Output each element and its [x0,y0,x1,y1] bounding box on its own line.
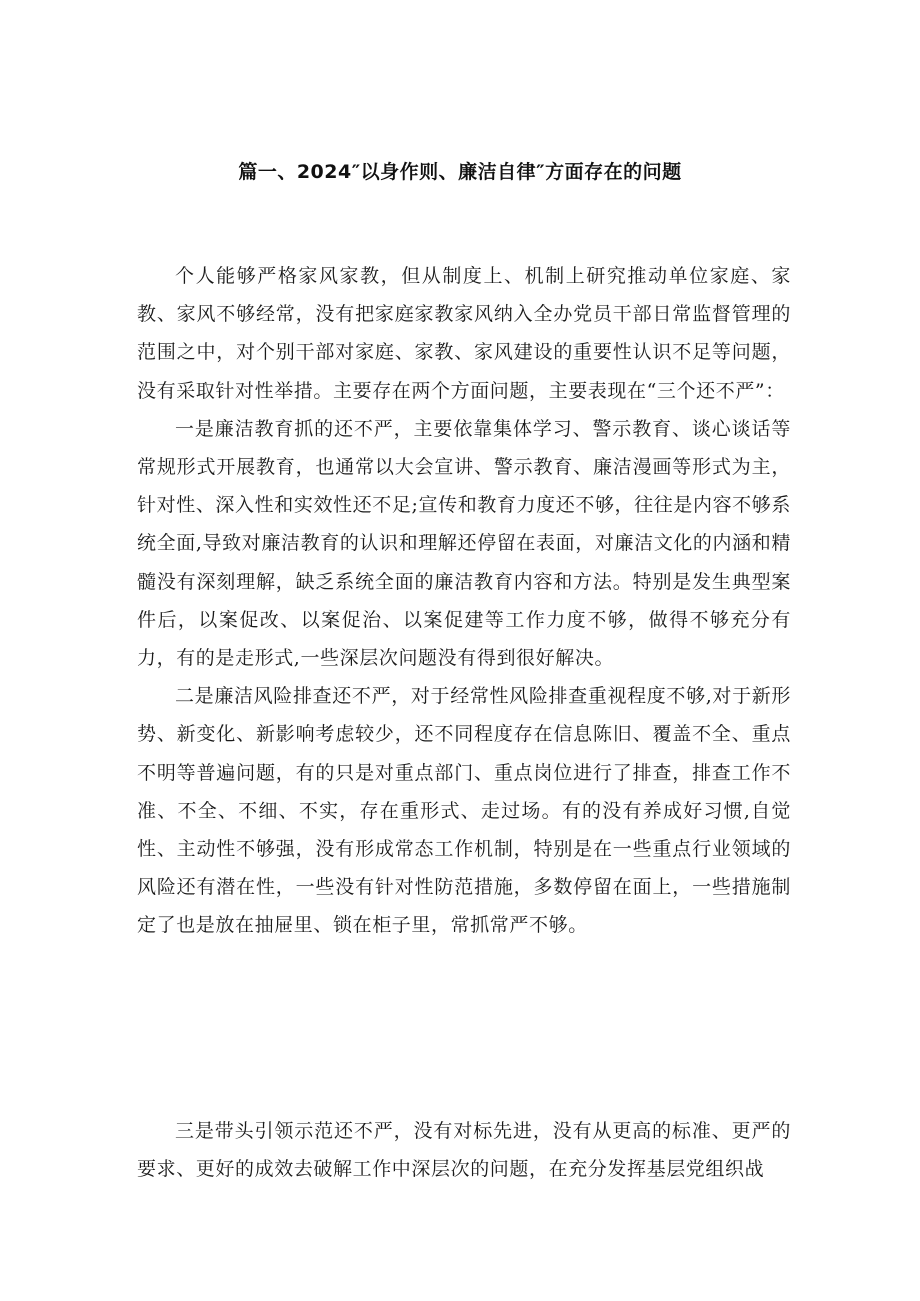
document-title: 篇一、2024″以身作则、廉洁自律″方面存在的问题 [238,161,682,183]
document-body-continued [137,1112,791,1188]
paragraph-point-three: 三是带头引领示范还不严，没有对标先进，没有从更高的标准、更严的要求、更好的成效去破解工作中深层次的问题，在充分发挥基层党组织战 [137,1120,791,1181]
paragraph-point-two: 二是廉洁风险排查还不严，对于经常性风险排查重视程度不够,对于新形势、新变化、新影响考虑较少，还不同程度存在信息陈旧、覆盖不全、重点不明等普遍问题，有的只是对重点部门、重点岗位进行了排查，排查工作不准、不全、不细、不实，存在重形式、走过场。有的没有养成好习惯,自觉性、主动性不够强，没有形成常态工作机制，特别是在一些重点行业领域的风险还有潜在性，一些没有针对性防范措施，多数停留在面上，一些措施制定了也是放在抽屉里、锁在柜子里，常抓常严不够。 [137,685,791,937]
paragraph-intro: 个人能够严格家风家教，但从制度上、机制上研究推动单位家庭、家教、家风不够经常，没有把家庭家教家风纳入全办党员干部日常监督管理的范围之中，对个别干部对家庭、家教、家风建设的重要性认识不足等问题，没有采取针对性举措。主要存在两个方面问题，主要表现在“三个还不严”： [137,265,791,402]
paragraph-point-one: 一是廉洁教育抓的还不严，主要依靠集体学习、警示教育、谈心谈话等常规形式开展教育，也通常以大会宣讲、警示教育、廉洁漫画等形式为主，针对性、深入性和实效性还不足;宣传和教育力度还不够，往往是内容不够系统全面,导致对廉洁教育的认识和理解还停留在表面，对廉洁文化的内涵和精髓没有深刻理解，缺乏系统全面的廉洁教育内容和方法。特别是发生典型案件后，以案促改、以案促治、以案促建等工作力度不够，做得不够充分有力，有的是走形式,一些深层次问题没有得到很好解决。 [137,417,791,670]
document-body [137,257,791,945]
